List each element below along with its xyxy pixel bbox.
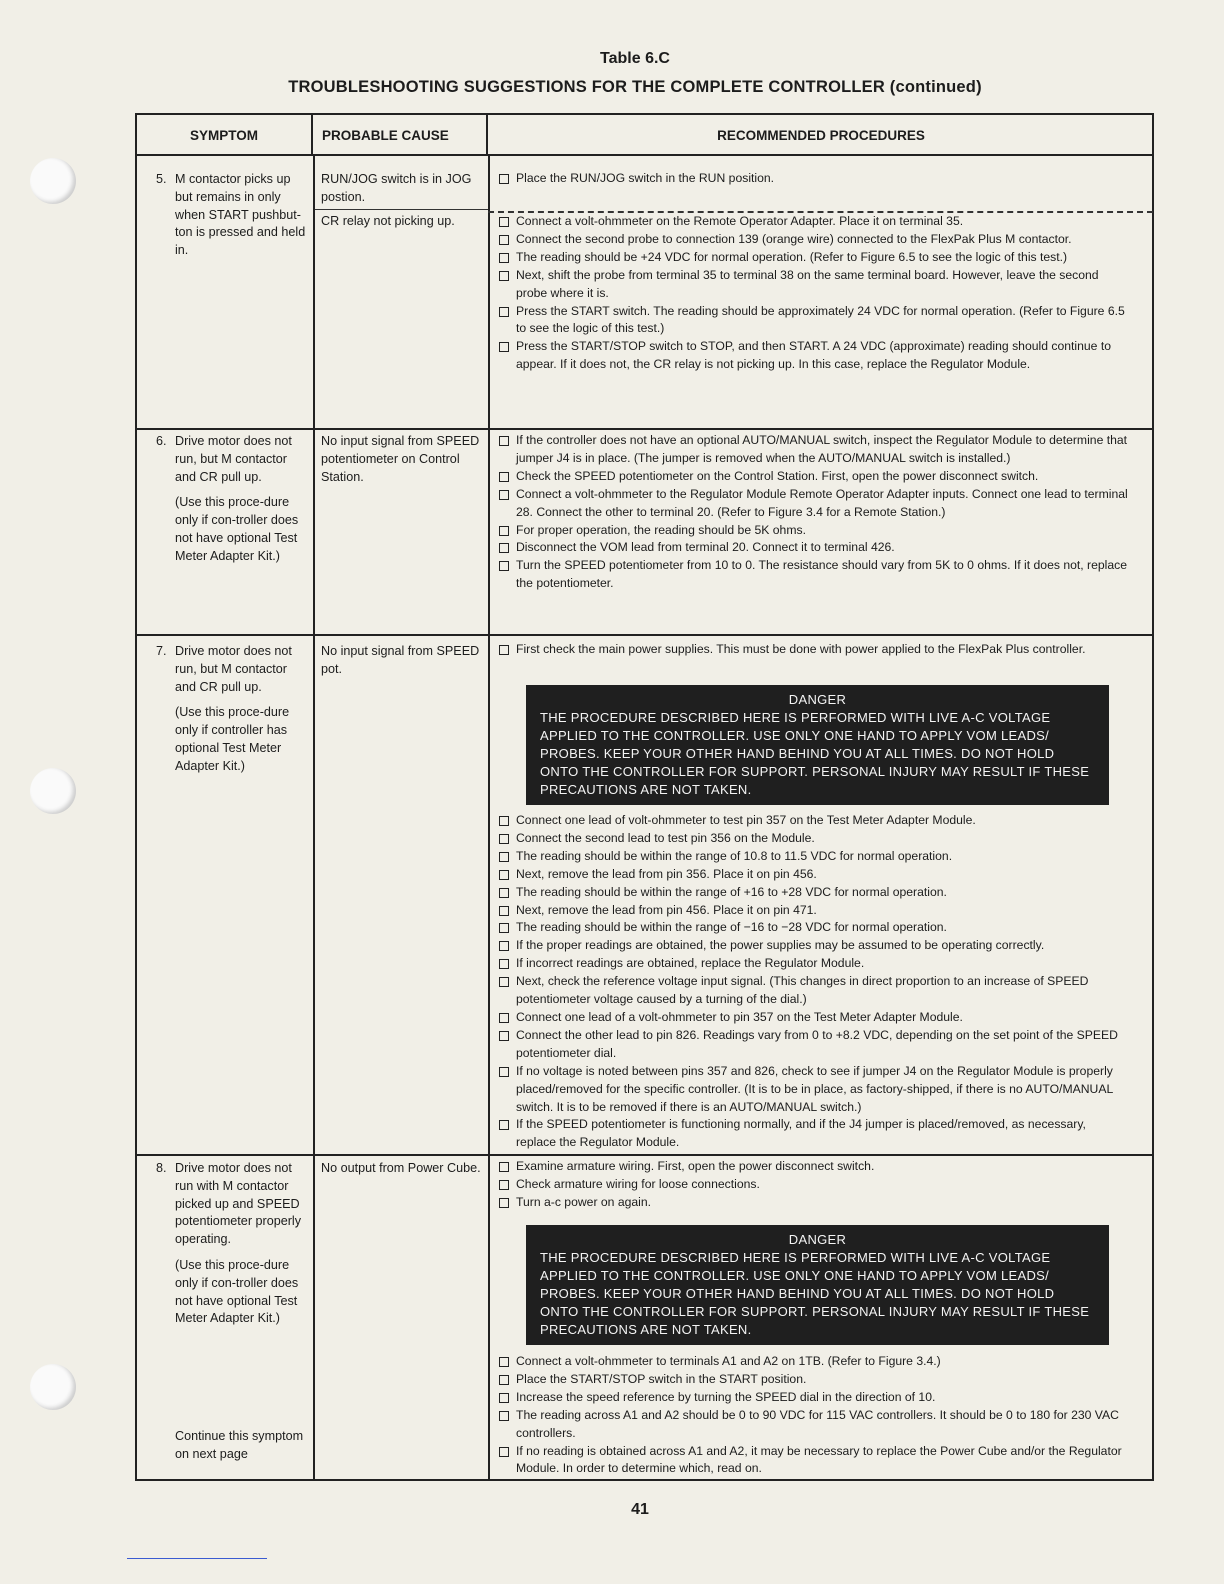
procedure-item: Connect a volt-ohmmeter on the Remote Operator Adapter. Place it on terminal 35. — [498, 213, 1128, 231]
procedure-item: Turn the SPEED potentiometer from 10 to 0. The resistance should vary from 5K to 0 ohms. If it does not, replace the potentiometer. — [498, 557, 1128, 593]
cause-divider — [315, 209, 488, 210]
procedure-item: If incorrect readings are obtained, replace the Regulator Module. — [498, 955, 1128, 973]
table-subtitle: TROUBLESHOOTING SUGGESTIONS FOR THE COMPLETE CONTROLLER (continued) — [288, 78, 982, 96]
procedure-item: Check armature wiring for loose connections. — [498, 1176, 1128, 1194]
procedure-item: The reading across A1 and A2 should be 0 to 90 VDC for 115 VAC controllers. It should be 0 to 180 for 230 VAC controllers. — [498, 1407, 1128, 1443]
procedure-item: Place the RUN/JOG switch in the RUN position. — [498, 170, 1128, 188]
cause-5a: RUN/JOG switch is in JOG postion. — [321, 172, 472, 204]
procedure-item: Connect a volt-ohmmeter to the Regulator Module Remote Operator Adapter inputs. Connect one lead to terminal 28. Connect the other to terminal 20. (Refer to Figure 3.4 for a Remote Station.) — [498, 486, 1128, 522]
procedure-item: If the controller does not have an optional AUTO/MANUAL switch, inspect the Regulator Module to determine that jumper J4 is in place. (The jumper is removed when the AUTO/MANUAL switch is installed.) — [498, 432, 1128, 468]
page-number: 41 — [631, 1501, 649, 1518]
procedure-item: Increase the speed reference by turning the SPEED dial in the direction of 10. — [498, 1389, 1128, 1407]
procedure-item: Next, remove the lead from pin 356. Place it on pin 456. — [498, 866, 1128, 884]
punch-hole — [30, 158, 76, 204]
table-title: Table 6.C — [600, 50, 670, 67]
procedure-item: For proper operation, the reading should be 5K ohms. — [498, 522, 1128, 540]
procedure-item: Connect the second lead to test pin 356 on the Module. — [498, 830, 1128, 848]
procedure-item: Next, shift the probe from terminal 35 to terminal 38 on the same terminal board. However, leave the second probe where it is. — [498, 267, 1128, 303]
punch-hole — [30, 768, 76, 814]
procedure-item: Next, check the reference voltage input signal. (This changes in direct proportion to an increase of SPEED potentiometer voltage caused by a turning of the dial.) — [498, 973, 1128, 1009]
procedure-item: If no voltage is noted between pins 357 and 826, check to see if jumper J4 on the Regulator Module is properly placed/removed for the specific controller. (It is to be in place, as factory-shipped, if there is no AUTO/MANUAL switch. It is to be removed if there is an AUTO/MANUAL switch.) — [498, 1063, 1128, 1117]
cause-7: No input signal from SPEED pot. — [321, 644, 480, 676]
procedure-item: Press the START/STOP switch to STOP, and then START. A 24 VDC (approximate) reading should continue to appear. If it does not, the CR relay is not picking up. In this case, replace the Regulator Module. — [498, 338, 1128, 374]
procedures-7a — [498, 641, 1128, 659]
procedure-item: Place the START/STOP switch in the START position. — [498, 1371, 1128, 1389]
danger-box — [526, 685, 1109, 805]
procedure-item: If the proper readings are obtained, the power supplies may be assumed to be operating correctly. — [498, 937, 1128, 955]
procedure-item: Connect the second probe to connection 139 (orange wire) connected to the FlexPak Plus M contactor. — [498, 231, 1128, 249]
procedure-item: Connect the other lead to pin 826. Readings vary from 0 to +8.2 VDC, depending on the set point of the SPEED potentiometer dial. — [498, 1027, 1128, 1063]
procedure-item: First check the main power supplies. This must be done with power applied to the FlexPak Plus controller. — [498, 641, 1128, 659]
procedure-item: Connect one lead of volt-ohmmeter to test pin 357 on the Test Meter Adapter Module. — [498, 812, 1128, 830]
danger-text: THE PROCEDURE DESCRIBED HERE IS PERFORMED WITH LIVE A-C VOLTAGE APPLIED TO THE CONTROLLER. USE ONLY ONE HAND TO APPLY VOM LEADS/ PROBES. KEEP YOUR OTHER HAND BEHIND YOU AT ALL TIMES. DO NOT HOLD ONTO THE CONTROLLER FOR SUPPORT. PERSONAL INJURY MAY RESULT IF THESE PRECAUTIONS ARE NOT TAKEN. — [540, 1250, 1090, 1337]
row-divider — [137, 1154, 1152, 1156]
row-divider — [137, 634, 1152, 636]
procedure-item: The reading should be within the range of +16 to +28 VDC for normal operation. — [498, 884, 1128, 902]
symptom-5: 5. M contactor picks up but remains in only when START pushbut-ton is pressed and held in. — [156, 172, 306, 258]
footer-line — [127, 1558, 267, 1559]
procedure-item: The reading should be +24 VDC for normal operation. (Refer to Figure 6.5 to see the logic of this test.) — [498, 249, 1128, 267]
header-symptom: SYMPTOM — [137, 115, 313, 156]
procedures-5a — [498, 170, 1128, 188]
procedure-item: Examine armature wiring. First, open the power disconnect switch. — [498, 1158, 1128, 1176]
procedure-item: Disconnect the VOM lead from terminal 20. Connect it to terminal 426. — [498, 539, 1128, 557]
continue-note: Continue this symptom on next page — [175, 1429, 304, 1461]
troubleshooting-table — [135, 113, 1154, 1481]
procedures-8a — [498, 1158, 1128, 1212]
procedure-item: The reading should be within the range of −16 to −28 VDC for normal operation. — [498, 919, 1128, 937]
procedure-item: Connect one lead of a volt-ohmmeter to pin 357 on the Test Meter Adapter Module. — [498, 1009, 1128, 1027]
header-procedures: RECOMMENDED PROCEDURES — [488, 115, 1154, 156]
danger-text: THE PROCEDURE DESCRIBED HERE IS PERFORMED WITH LIVE A-C VOLTAGE APPLIED TO THE CONTROLLER. USE ONLY ONE HAND TO APPLY VOM LEADS/ PROBES. KEEP YOUR OTHER HAND BEHIND YOU AT ALL TIMES. DO NOT HOLD ONTO THE CONTROLLER FOR SUPPORT. PERSONAL INJURY MAY RESULT IF THESE PRECAUTIONS ARE NOT TAKEN. — [540, 710, 1090, 797]
row-divider — [137, 428, 1152, 430]
procedure-item: The reading should be within the range of 10.8 to 11.5 VDC for normal operation. — [498, 848, 1128, 866]
danger-box — [526, 1225, 1109, 1345]
punch-hole — [30, 1364, 76, 1410]
procedures-7b — [498, 812, 1128, 1152]
procedure-item: Press the START switch. The reading should be approximately 24 VDC for normal operation. (Refer to Figure 6.5 to see the logic of this test.) — [498, 303, 1128, 339]
symptom-6: 6. Drive motor does not run, but M contactor and CR pull up. (Use this proce-dure only if con-troller does not have optional Test Meter Adapter Kit.) — [156, 434, 299, 563]
procedure-item: Turn a-c power on again. — [498, 1194, 1128, 1212]
danger-heading: DANGER — [788, 1232, 847, 1247]
procedure-item: Connect a volt-ohmmeter to terminals A1 and A2 on 1TB. (Refer to Figure 3.4.) — [498, 1353, 1128, 1371]
symptom-8: 8. Drive motor does not run with M contactor picked up and SPEED potentiometer properly operating. (Use this proce-dure only if con-troller does not have optional Test Meter Adapter Kit.) — [156, 1161, 302, 1326]
cause-5b: CR relay not picking up. — [321, 214, 455, 228]
symptom-7: 7. Drive motor does not run, but M contactor and CR pull up. (Use this proce-dure only if controller has optional Test Meter Adapter Kit.) — [156, 644, 292, 773]
procedure-item: If the SPEED potentiometer is functioning normally, and if the J4 jumper is placed/removed, as necessary, replace the Regulator Module. — [498, 1116, 1128, 1152]
cause-8: No output from Power Cube. — [321, 1161, 481, 1175]
column-divider — [488, 156, 490, 1481]
procedure-item: Next, remove the lead from pin 456. Place it on pin 471. — [498, 902, 1128, 920]
column-divider — [313, 156, 315, 1481]
procedures-6 — [498, 432, 1128, 593]
header-cause: PROBABLE CAUSE — [313, 115, 488, 156]
procedures-8b — [498, 1353, 1128, 1478]
danger-heading: DANGER — [788, 692, 847, 707]
procedure-item: If no reading is obtained across A1 and A2, it may be necessary to replace the Power Cube and/or the Regulator Module. In order to determine which, read on. — [498, 1443, 1128, 1479]
cause-6: No input signal from SPEED potentiometer on Control Station. — [321, 434, 480, 484]
procedures-5b — [498, 213, 1128, 374]
procedure-item: Check the SPEED potentiometer on the Control Station. First, open the power disconnect switch. — [498, 468, 1128, 486]
